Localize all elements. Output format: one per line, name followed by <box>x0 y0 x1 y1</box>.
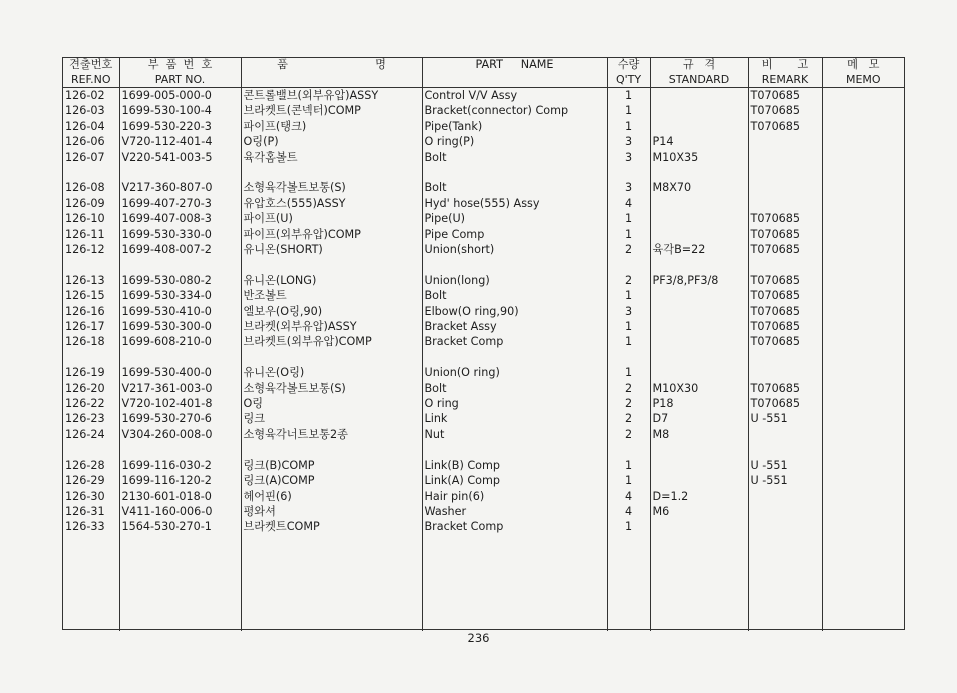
table-row <box>63 319 904 334</box>
cell-part-no: V220-541-003-5 <box>119 150 241 165</box>
cell-standard: 육각B=22 <box>650 242 748 257</box>
cell-quantity: 2 <box>607 242 650 257</box>
cell-korean-name: 링크(B)COMP <box>241 458 422 473</box>
cell-quantity: 4 <box>607 489 650 504</box>
cell-remark: T070685 <box>748 319 822 334</box>
cell-ref-no: 126-06 <box>65 135 105 149</box>
cell-part-no: V217-360-807-0 <box>119 180 241 195</box>
cell-standard <box>650 334 748 349</box>
cell-standard <box>650 119 748 134</box>
cell-remark <box>748 365 822 380</box>
cell-quantity: 1 <box>607 458 650 473</box>
cell-part-no: 1699-530-080-2 <box>119 273 241 288</box>
cell-ref-no: 126-20 <box>65 381 105 395</box>
cell-korean-name <box>241 442 422 457</box>
cell-quantity: 1 <box>607 211 650 226</box>
parts-list-sheet <box>62 57 905 630</box>
cell-part-name: Union(short) <box>422 242 607 257</box>
cell-part-no: 1699-530-270-6 <box>119 411 241 426</box>
cell-memo <box>822 150 904 165</box>
cell-korean-name: 육각홈볼트 <box>241 150 422 165</box>
header-kname-en <box>241 73 422 88</box>
cell-korean-name: 소형육각볼트보통(S) <box>241 381 422 396</box>
cell-standard <box>650 442 748 457</box>
cell-part-no <box>119 257 241 272</box>
table-row <box>63 180 904 195</box>
cell-standard: M10X35 <box>650 150 748 165</box>
cell-remark: T070685 <box>748 273 822 288</box>
cell-ref-no: 126-23 <box>65 412 105 426</box>
cell-part-name <box>422 257 607 272</box>
cell-memo <box>822 504 904 519</box>
cell-remark <box>748 134 822 149</box>
cell-standard <box>650 103 748 118</box>
cell-ref-no: 126-16 <box>65 304 105 318</box>
cell-part-name: Nut <box>422 427 607 442</box>
cell-memo <box>822 288 904 303</box>
cell-part-name: Union(long) <box>422 273 607 288</box>
cell-part-no: 1699-530-300-0 <box>119 319 241 334</box>
filler-cell <box>422 535 607 631</box>
cell-quantity: 2 <box>607 411 650 426</box>
cell-quantity: 2 <box>607 396 650 411</box>
cell-ref-no: 126-30 <box>65 489 105 503</box>
table-row <box>63 119 904 134</box>
cell-part-name <box>422 350 607 365</box>
cell-remark <box>748 150 822 165</box>
cell-remark <box>748 442 822 457</box>
cell-memo <box>822 180 904 195</box>
cell-memo <box>822 103 904 118</box>
header-kname <box>241 58 422 73</box>
table-row <box>63 227 904 242</box>
cell-part-name: Link(A) Comp <box>422 473 607 488</box>
cell-standard <box>650 319 748 334</box>
filler-cell <box>63 535 119 631</box>
table-row <box>63 473 904 488</box>
cell-standard <box>650 365 748 380</box>
cell-quantity: 1 <box>607 473 650 488</box>
cell-ref-no: 126-24 <box>65 427 105 441</box>
cell-korean-name <box>241 350 422 365</box>
cell-part-no: V217-361-003-0 <box>119 381 241 396</box>
cell-ref-no <box>63 257 119 272</box>
cell-quantity: 1 <box>607 519 650 534</box>
cell-part-name: Bracket Comp <box>422 519 607 534</box>
cell-memo <box>822 304 904 319</box>
cell-korean-name: 파이프(U) <box>241 211 422 226</box>
cell-part-no: 1699-116-120-2 <box>119 473 241 488</box>
table-row <box>63 365 904 380</box>
cell-memo <box>822 519 904 534</box>
cell-remark <box>748 504 822 519</box>
cell-korean-name: 링크 <box>241 411 422 426</box>
table-row <box>63 458 904 473</box>
cell-standard: M10X30 <box>650 381 748 396</box>
cell-korean-name: 소형육각볼트보통(S) <box>241 180 422 195</box>
table-row <box>63 211 904 226</box>
table-row <box>63 288 904 303</box>
cell-memo <box>822 381 904 396</box>
cell-memo <box>822 242 904 257</box>
table-row <box>63 427 904 442</box>
cell-remark <box>748 180 822 195</box>
cell-memo <box>822 442 904 457</box>
cell-ref-no: 126-22 <box>65 397 105 411</box>
cell-quantity: 1 <box>607 319 650 334</box>
header-kname-b: 명 <box>375 58 386 71</box>
cell-part-name: Bolt <box>422 180 607 195</box>
group-spacer-row <box>63 350 904 365</box>
cell-remark: T070685 <box>748 119 822 134</box>
filler-row <box>63 535 904 631</box>
cell-korean-name: 파이프(탱크) <box>241 119 422 134</box>
cell-korean-name: 헤어핀(6) <box>241 489 422 504</box>
cell-part-no: 1564-530-270-1 <box>119 519 241 534</box>
cell-standard: PF3/8,PF3/8 <box>650 273 748 288</box>
cell-ref-no: 126-08 <box>65 181 105 195</box>
cell-memo <box>822 473 904 488</box>
cell-part-name: Hyd' hose(555) Assy <box>422 196 607 211</box>
cell-memo <box>822 165 904 180</box>
cell-memo <box>822 319 904 334</box>
cell-memo <box>822 88 904 104</box>
cell-standard: D=1.2 <box>650 489 748 504</box>
cell-standard <box>650 288 748 303</box>
cell-korean-name: 파이프(외부유압)COMP <box>241 227 422 242</box>
cell-korean-name: 평와셔 <box>241 504 422 519</box>
cell-standard: P14 <box>650 134 748 149</box>
cell-ref-no: 126-29 <box>65 474 105 488</box>
cell-remark: T070685 <box>748 242 822 257</box>
table-row <box>63 103 904 118</box>
cell-korean-name: 엘보우(O링,90) <box>241 304 422 319</box>
cell-remark: T070685 <box>748 211 822 226</box>
cell-part-no: 1699-116-030-2 <box>119 458 241 473</box>
cell-ref-no: 126-04 <box>65 119 105 133</box>
cell-part-name: Bracket(connector) Comp <box>422 103 607 118</box>
cell-memo <box>822 411 904 426</box>
cell-quantity <box>607 350 650 365</box>
cell-part-name: O ring(P) <box>422 134 607 149</box>
cell-standard <box>650 519 748 534</box>
filler-cell <box>650 535 748 631</box>
header-row-korean <box>63 58 904 73</box>
cell-remark <box>748 257 822 272</box>
cell-part-no: 1699-530-334-0 <box>119 288 241 303</box>
cell-ref-no <box>63 350 119 365</box>
cell-part-no <box>119 165 241 180</box>
cell-part-no: 1699-530-100-4 <box>119 103 241 118</box>
cell-korean-name: 유압호스(555)ASSY <box>241 196 422 211</box>
cell-part-no: V304-260-008-0 <box>119 427 241 442</box>
cell-remark: T070685 <box>748 288 822 303</box>
cell-ref-no: 126-02 <box>65 89 105 102</box>
cell-part-name: Control V/V Assy <box>422 88 607 104</box>
table-row <box>63 411 904 426</box>
filler-cell <box>607 535 650 631</box>
cell-korean-name: 유니온(LONG) <box>241 273 422 288</box>
cell-part-name: Bolt <box>422 150 607 165</box>
cell-remark: U -551 <box>748 473 822 488</box>
header-remark-en: REMARK <box>748 73 822 88</box>
cell-ref-no <box>63 442 119 457</box>
cell-ref-no: 126-10 <box>65 212 105 226</box>
cell-remark <box>748 196 822 211</box>
cell-ref-no: 126-17 <box>65 320 105 334</box>
cell-standard <box>650 257 748 272</box>
cell-part-no: 1699-530-220-3 <box>119 119 241 134</box>
cell-korean-name: 반조볼트 <box>241 288 422 303</box>
cell-korean-name: 유니온(SHORT) <box>241 242 422 257</box>
cell-remark: T070685 <box>748 103 822 118</box>
cell-part-name: Bracket Comp <box>422 334 607 349</box>
cell-memo <box>822 257 904 272</box>
group-spacer-row <box>63 442 904 457</box>
cell-remark <box>748 489 822 504</box>
table-row <box>63 273 904 288</box>
cell-korean-name <box>241 165 422 180</box>
group-spacer-row <box>63 165 904 180</box>
cell-korean-name: 브라켓트(콘넥터)COMP <box>241 103 422 118</box>
table-row <box>63 88 904 104</box>
cell-standard: M8 <box>650 427 748 442</box>
cell-quantity: 1 <box>607 88 650 104</box>
cell-quantity: 4 <box>607 196 650 211</box>
cell-remark: U -551 <box>748 411 822 426</box>
cell-ref-no: 126-12 <box>65 243 105 257</box>
cell-part-no: V720-112-401-4 <box>119 134 241 149</box>
cell-memo <box>822 119 904 134</box>
cell-part-name: Pipe(U) <box>422 211 607 226</box>
header-remark-ko: 비 고 <box>748 58 822 73</box>
cell-standard <box>650 458 748 473</box>
cell-standard: M8X70 <box>650 180 748 195</box>
cell-quantity: 1 <box>607 288 650 303</box>
cell-part-no: 1699-005-000-0 <box>119 88 241 104</box>
cell-ref-no: 126-13 <box>65 273 105 287</box>
cell-part-name <box>422 442 607 457</box>
table-row <box>63 381 904 396</box>
cell-part-name: Bolt <box>422 288 607 303</box>
cell-korean-name: 유니온(O링) <box>241 365 422 380</box>
cell-remark <box>748 519 822 534</box>
cell-quantity: 1 <box>607 103 650 118</box>
cell-remark <box>748 427 822 442</box>
cell-quantity: 2 <box>607 273 650 288</box>
cell-part-no: 1699-530-400-0 <box>119 365 241 380</box>
cell-korean-name: 콘트롤밸브(외부유압)ASSY <box>241 88 422 104</box>
cell-quantity: 1 <box>607 334 650 349</box>
cell-remark: T070685 <box>748 304 822 319</box>
cell-memo <box>822 273 904 288</box>
cell-quantity: 1 <box>607 227 650 242</box>
cell-ref-no: 126-28 <box>65 458 105 472</box>
cell-memo <box>822 211 904 226</box>
cell-part-name: Bracket Assy <box>422 319 607 334</box>
cell-standard <box>650 227 748 242</box>
cell-remark: T070685 <box>748 88 822 104</box>
cell-standard <box>650 304 748 319</box>
cell-memo <box>822 427 904 442</box>
cell-part-no: 1699-407-270-3 <box>119 196 241 211</box>
header-qty-en: Q'TY <box>607 73 650 88</box>
table-row <box>63 396 904 411</box>
cell-part-no: V720-102-401-8 <box>119 396 241 411</box>
cell-quantity: 1 <box>607 365 650 380</box>
cell-standard <box>650 165 748 180</box>
cell-quantity: 2 <box>607 381 650 396</box>
cell-standard <box>650 196 748 211</box>
cell-quantity: 3 <box>607 304 650 319</box>
header-kname-a: 품 <box>277 58 288 71</box>
filler-cell <box>822 535 904 631</box>
header-std-en: STANDARD <box>650 73 748 88</box>
cell-memo <box>822 396 904 411</box>
cell-remark: U -551 <box>748 458 822 473</box>
cell-part-no <box>119 442 241 457</box>
header-ref-en: REF.NO <box>63 73 119 88</box>
cell-quantity: 1 <box>607 119 650 134</box>
cell-memo <box>822 196 904 211</box>
cell-standard: P18 <box>650 396 748 411</box>
cell-quantity <box>607 165 650 180</box>
cell-ref-no: 126-11 <box>65 227 105 241</box>
cell-part-name: Elbow(O ring,90) <box>422 304 607 319</box>
cell-part-no: 1699-530-410-0 <box>119 304 241 319</box>
cell-standard <box>650 473 748 488</box>
cell-ref-no: 126-19 <box>65 366 105 380</box>
cell-standard <box>650 350 748 365</box>
table-row <box>63 196 904 211</box>
table-row <box>63 150 904 165</box>
cell-memo <box>822 134 904 149</box>
cell-part-no: 1699-530-330-0 <box>119 227 241 242</box>
cell-quantity: 4 <box>607 504 650 519</box>
cell-ref-no: 126-18 <box>65 335 105 349</box>
header-memo-en: MEMO <box>822 73 904 88</box>
cell-korean-name <box>241 257 422 272</box>
page-number: 236 <box>467 631 490 645</box>
cell-part-name: O ring <box>422 396 607 411</box>
cell-remark: T070685 <box>748 381 822 396</box>
cell-remark <box>748 350 822 365</box>
cell-quantity: 2 <box>607 427 650 442</box>
cell-ref-no: 126-33 <box>65 520 105 534</box>
cell-part-name: Bolt <box>422 381 607 396</box>
cell-quantity: 3 <box>607 134 650 149</box>
header-partno-en: PART NO. <box>119 73 241 88</box>
cell-part-no: 1699-408-007-2 <box>119 242 241 257</box>
cell-part-no: 1699-407-008-3 <box>119 211 241 226</box>
cell-ref-no: 126-09 <box>65 196 105 210</box>
cell-memo <box>822 458 904 473</box>
cell-part-name <box>422 165 607 180</box>
header-part-name: PART NAME <box>422 58 607 88</box>
cell-part-name: Link <box>422 411 607 426</box>
cell-standard: M6 <box>650 504 748 519</box>
cell-remark <box>748 165 822 180</box>
cell-part-no: 2130-601-018-0 <box>119 489 241 504</box>
cell-quantity <box>607 257 650 272</box>
cell-korean-name: 브라켓트(외부유압)COMP <box>241 334 422 349</box>
cell-remark: T070685 <box>748 227 822 242</box>
table-row <box>63 242 904 257</box>
cell-memo <box>822 489 904 504</box>
cell-part-no <box>119 350 241 365</box>
table-row <box>63 489 904 504</box>
cell-ref-no: 126-03 <box>65 104 105 118</box>
cell-remark: T070685 <box>748 334 822 349</box>
header-partno-ko: 부 품 번 호 <box>119 58 241 73</box>
parts-body <box>63 88 904 631</box>
cell-part-no: V411-160-006-0 <box>119 504 241 519</box>
cell-korean-name: 브라켓트COMP <box>241 519 422 534</box>
header-memo-ko: 메 모 <box>822 58 904 73</box>
cell-quantity: 3 <box>607 180 650 195</box>
filler-cell <box>241 535 422 631</box>
cell-ref-no: 126-07 <box>65 150 105 164</box>
cell-quantity <box>607 442 650 457</box>
table-row <box>63 134 904 149</box>
cell-standard <box>650 88 748 104</box>
cell-part-name: Hair pin(6) <box>422 489 607 504</box>
cell-part-no: 1699-608-210-0 <box>119 334 241 349</box>
cell-part-name: Pipe(Tank) <box>422 119 607 134</box>
cell-korean-name: O링 <box>241 396 422 411</box>
cell-ref-no: 126-15 <box>65 289 105 303</box>
table-row <box>63 304 904 319</box>
parts-table <box>63 58 904 631</box>
cell-standard: D7 <box>650 411 748 426</box>
table-row <box>63 504 904 519</box>
cell-memo <box>822 365 904 380</box>
header-std-ko: 규 격 <box>650 58 748 73</box>
cell-ref-no <box>63 165 119 180</box>
filler-cell <box>748 535 822 631</box>
header-ref-ko: 견출번호 <box>69 58 113 71</box>
cell-part-name: Washer <box>422 504 607 519</box>
cell-memo <box>822 350 904 365</box>
filler-cell <box>119 535 241 631</box>
cell-part-name: Pipe Comp <box>422 227 607 242</box>
cell-memo <box>822 334 904 349</box>
header-qty-ko: 수량 <box>607 58 650 73</box>
table-row <box>63 519 904 534</box>
group-spacer-row <box>63 257 904 272</box>
table-row <box>63 334 904 349</box>
cell-standard <box>650 211 748 226</box>
cell-korean-name: 브라켓(외부유압)ASSY <box>241 319 422 334</box>
cell-part-name: Link(B) Comp <box>422 458 607 473</box>
cell-korean-name: O링(P) <box>241 134 422 149</box>
cell-part-name: Union(O ring) <box>422 365 607 380</box>
cell-memo <box>822 227 904 242</box>
cell-korean-name: 소형육각너트보통2종 <box>241 427 422 442</box>
cell-remark: T070685 <box>748 396 822 411</box>
cell-ref-no: 126-31 <box>65 504 105 518</box>
cell-korean-name: 링크(A)COMP <box>241 473 422 488</box>
cell-quantity: 3 <box>607 150 650 165</box>
